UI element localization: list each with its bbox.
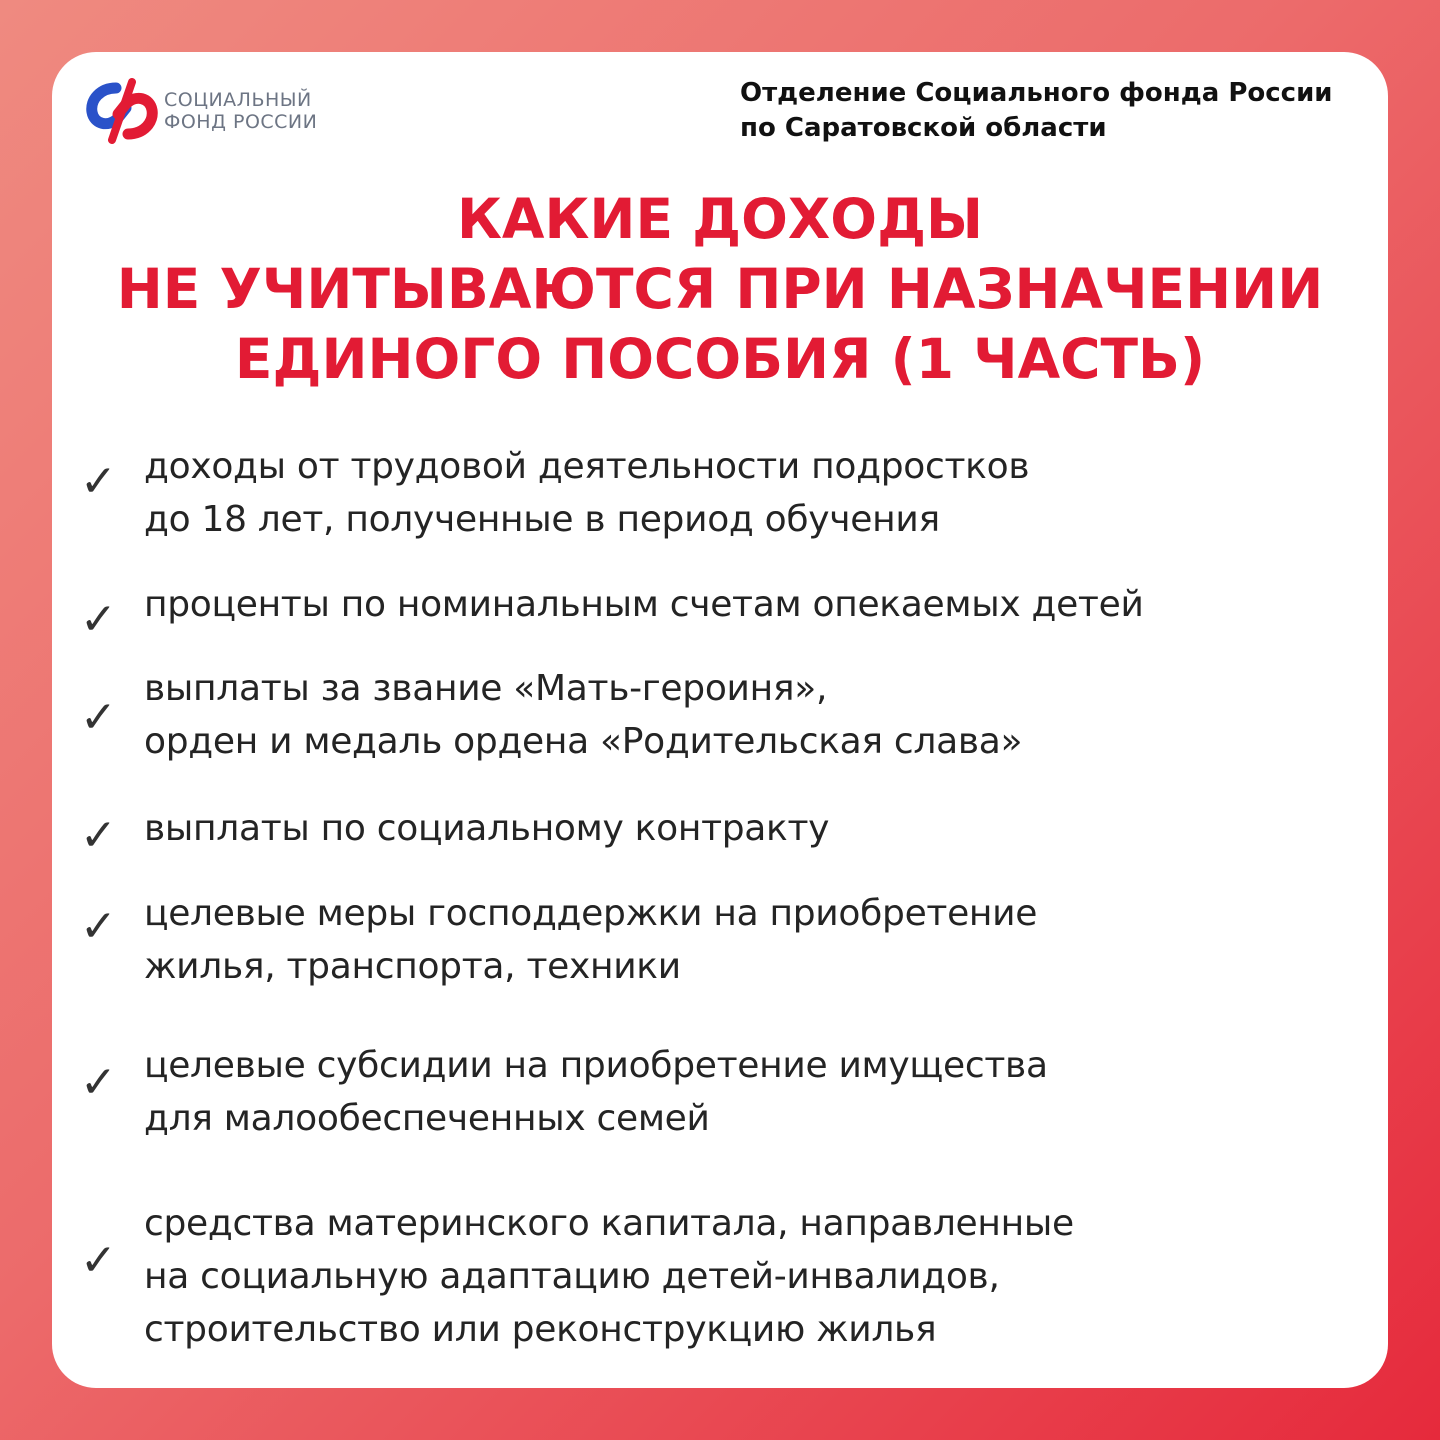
list-item-text bbox=[144, 887, 1374, 993]
check-icon: ✓ bbox=[80, 810, 117, 861]
check-icon: ✓ bbox=[80, 594, 117, 645]
logo-line-2: ФОНД РОССИИ bbox=[164, 111, 318, 133]
list-item-line: выплаты за звание «Мать-героиня», bbox=[144, 668, 828, 709]
info-card bbox=[52, 52, 1388, 1388]
list-item-text bbox=[144, 1197, 1374, 1356]
list-item-line: на социальную адаптацию детей-инвалидов, bbox=[144, 1256, 1000, 1297]
list-item-text bbox=[144, 440, 1374, 546]
org-line-2: по Саратовской области bbox=[740, 113, 1107, 143]
list-item-line: проценты по номинальным счетам опекаемых детей bbox=[144, 584, 1144, 625]
check-icon: ✓ bbox=[80, 901, 117, 952]
org-line-1: Отделение Социального фонда России bbox=[740, 78, 1333, 108]
logo-line-1: СОЦИАЛЬНЫЙ bbox=[164, 89, 312, 111]
check-icon: ✓ bbox=[80, 1057, 117, 1108]
list-item-line: доходы от трудовой деятельности подростков bbox=[144, 446, 1030, 487]
list-item-text bbox=[144, 662, 1374, 768]
list-item-line: строительство или реконструкцию жилья bbox=[144, 1309, 937, 1350]
list-item-line: целевые субсидии на приобретение имущества bbox=[144, 1045, 1048, 1086]
check-icon: ✓ bbox=[80, 692, 117, 743]
list-item-line: для малообеспеченных семей bbox=[144, 1098, 710, 1139]
list-item-line: средства материнского капитала, направленные bbox=[144, 1203, 1074, 1244]
list-item-line: жилья, транспорта, техники bbox=[144, 946, 681, 987]
list-item-line: выплаты по социальному контракту bbox=[144, 808, 830, 849]
title-line-3: ЕДИНОГО ПОСОБИЯ (1 ЧАСТЬ) bbox=[234, 327, 1206, 391]
list-item-line: целевые меры господдержки на приобретение bbox=[144, 893, 1038, 934]
list-item-text bbox=[144, 578, 1374, 631]
title-line-2: НЕ УЧИТЫВАЮТСЯ ПРИ НАЗНАЧЕНИИ bbox=[116, 257, 1324, 321]
income-list bbox=[52, 52, 1388, 1388]
title-line-1: КАКИЕ ДОХОДЫ bbox=[456, 187, 984, 251]
list-item-line: орден и медаль ордена «Родительская слава» bbox=[144, 721, 1023, 762]
check-icon: ✓ bbox=[80, 456, 117, 507]
check-icon: ✓ bbox=[80, 1235, 117, 1286]
list-item-text bbox=[144, 1039, 1374, 1145]
list-item-line: до 18 лет, полученные в период обучения bbox=[144, 499, 940, 540]
list-item-text bbox=[144, 802, 1374, 855]
